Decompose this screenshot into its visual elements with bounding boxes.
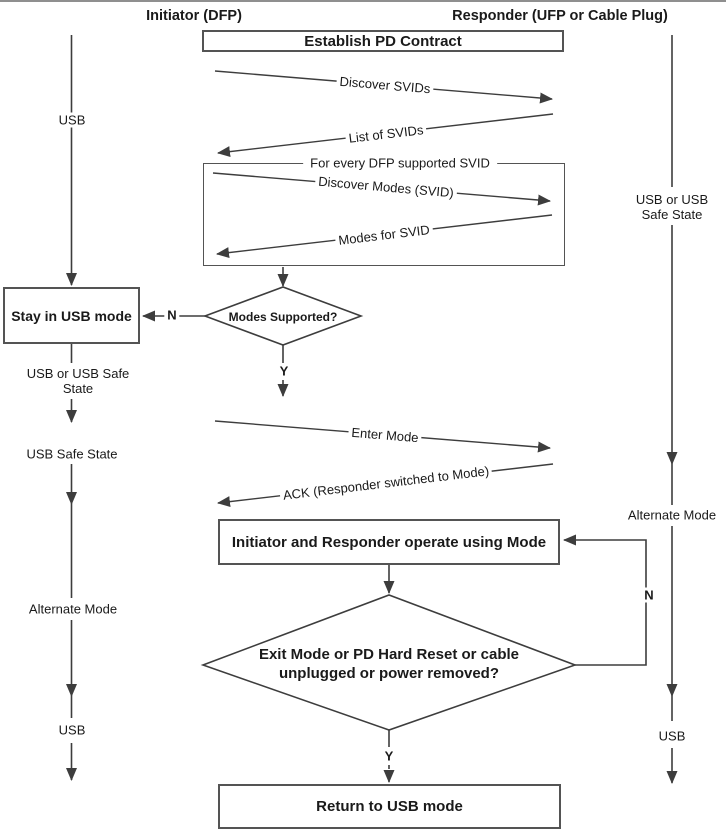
exit-diamond-no-feedback-arrow: [564, 540, 646, 665]
left-rail-usb-top-label: USB: [56, 113, 89, 128]
modes-for-svid-message-label: Modes for SVID: [335, 222, 434, 248]
right-rail-usb-label: USB: [656, 729, 689, 744]
left-rail-usb-or-safe-label: USB or USB Safe State: [19, 366, 137, 396]
discover-svids-message-label: Discover SVIDs: [336, 74, 434, 97]
right-rail-alternate-mode-label: Alternate Mode: [625, 508, 719, 523]
right-rail-usb-or-safe-label: USB or USB Safe State: [621, 192, 723, 222]
stay-in-usb-mode-box: [3, 287, 140, 344]
left-rail-usb-bottom-label: USB: [56, 723, 89, 738]
establish-pd-contract-box: [202, 30, 564, 52]
left-rail-alternate-mode-label: Alternate Mode: [26, 602, 120, 617]
ack-message-label: ACK (Responder switched to Mode): [279, 463, 493, 503]
svid-loop-caption: For every DFP supported SVID: [303, 156, 497, 171]
modes-diamond-no-label: N: [164, 308, 179, 323]
exit-mode-question: Exit Mode or PD Hard Reset or cable unplugged or power removed?: [258, 646, 520, 682]
exit-diamond-yes-label: Y: [382, 749, 397, 764]
return-to-usb-mode-label: Return to USB mode: [316, 798, 463, 815]
modes-supported-question: Modes Supported?: [228, 309, 338, 324]
return-to-usb-mode-box: [218, 784, 561, 829]
modes-diamond-yes-label: Y: [277, 364, 292, 379]
responder-column-header: Responder (UFP or Cable Plug): [452, 8, 668, 24]
exit-diamond-no-label: N: [641, 588, 656, 603]
operate-using-mode-box: [218, 519, 560, 565]
establish-pd-contract-label: Establish PD Contract: [304, 32, 462, 50]
connector-layer: [0, 2, 726, 836]
left-rail-usb-safe-label: USB Safe State: [23, 447, 120, 462]
operate-using-mode-label: Initiator and Responder operate using Mode: [231, 533, 547, 551]
discover-modes-message-label: Discover Modes (SVID): [315, 173, 458, 200]
list-of-svids-message-label: List of SVIDs: [345, 122, 427, 146]
enter-mode-message-label: Enter Mode: [348, 425, 422, 446]
stay-in-usb-mode-label: Stay in USB mode: [11, 307, 132, 324]
initiator-column-header: Initiator (DFP): [146, 8, 242, 24]
